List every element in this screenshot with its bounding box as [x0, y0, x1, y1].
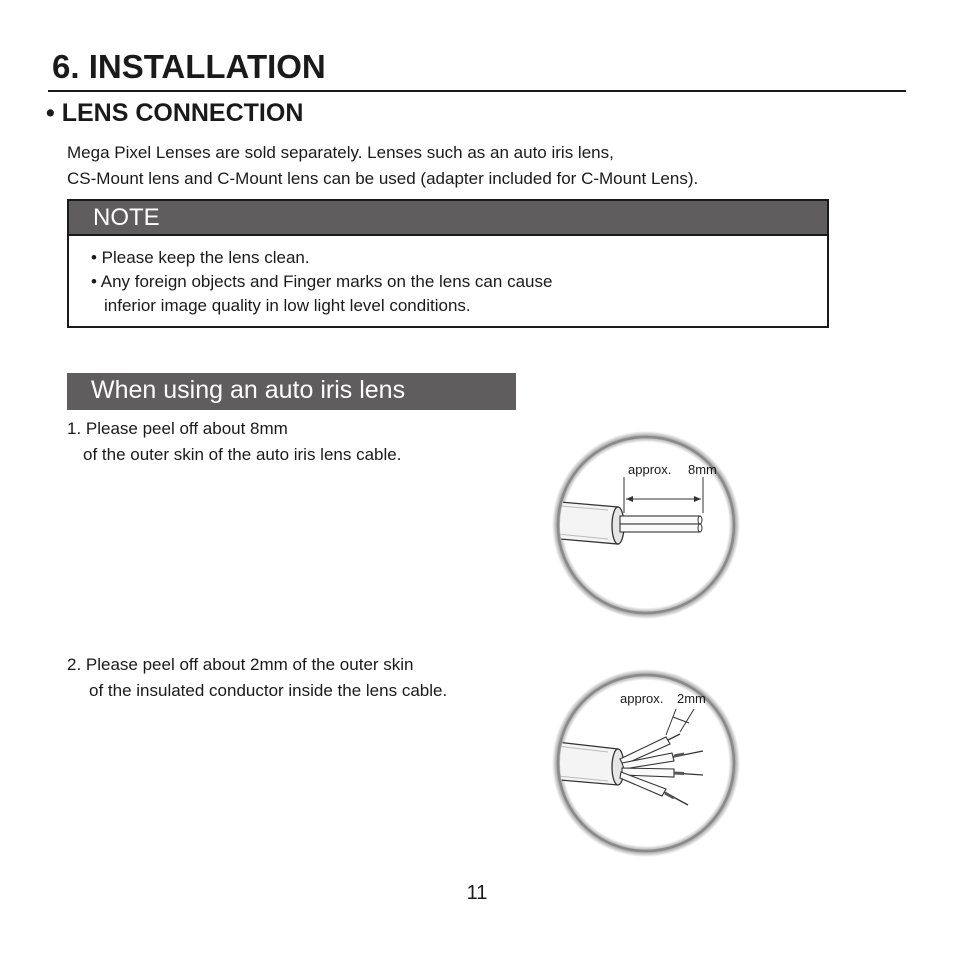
dimension-value: 8mm	[688, 462, 717, 477]
step-line: of the outer skin of the auto iris lens cable.	[83, 445, 402, 464]
note-header	[69, 201, 827, 236]
step-line: 2. Please peel off about 2mm of the outer skin	[67, 655, 414, 674]
step-1	[67, 416, 401, 468]
conductor	[620, 524, 700, 532]
subsection-title: When using an auto iris lens	[91, 376, 406, 404]
dimension-label: approx.	[628, 462, 672, 477]
dimension-value: 2mm	[677, 691, 706, 706]
cable-conductor-illustration	[548, 665, 744, 861]
note-item: • Please keep the lens clean.	[91, 248, 310, 267]
intro-line: CS-Mount lens and C-Mount lens can be used (adapter included for C-Mount Lens).	[67, 169, 699, 188]
intro-line: Mega Pixel Lenses are sold separately. Lenses such as an auto iris lens,	[67, 143, 614, 162]
cable-outer-skin-illustration	[548, 427, 744, 623]
note-box	[67, 199, 829, 328]
page-title: 6. INSTALLATION	[52, 48, 326, 85]
dimension-label: approx.	[620, 691, 664, 706]
note-title: NOTE	[93, 204, 160, 231]
title-divider	[48, 90, 906, 92]
intro-paragraph	[67, 140, 698, 192]
section-heading: • LENS CONNECTION	[46, 99, 304, 127]
subsection-bar	[67, 373, 516, 410]
note-item: • Any foreign objects and Finger marks on the lens can cause	[91, 272, 553, 291]
step-line: 1. Please peel off about 8mm	[67, 419, 288, 438]
step-line: of the insulated conductor inside the lens cable.	[89, 681, 448, 700]
note-item-continuation: inferior image quality in low light level conditions.	[104, 296, 471, 315]
page-number: 11	[466, 882, 488, 904]
step-2	[67, 652, 447, 704]
conductor	[620, 516, 700, 524]
note-list	[91, 246, 552, 318]
